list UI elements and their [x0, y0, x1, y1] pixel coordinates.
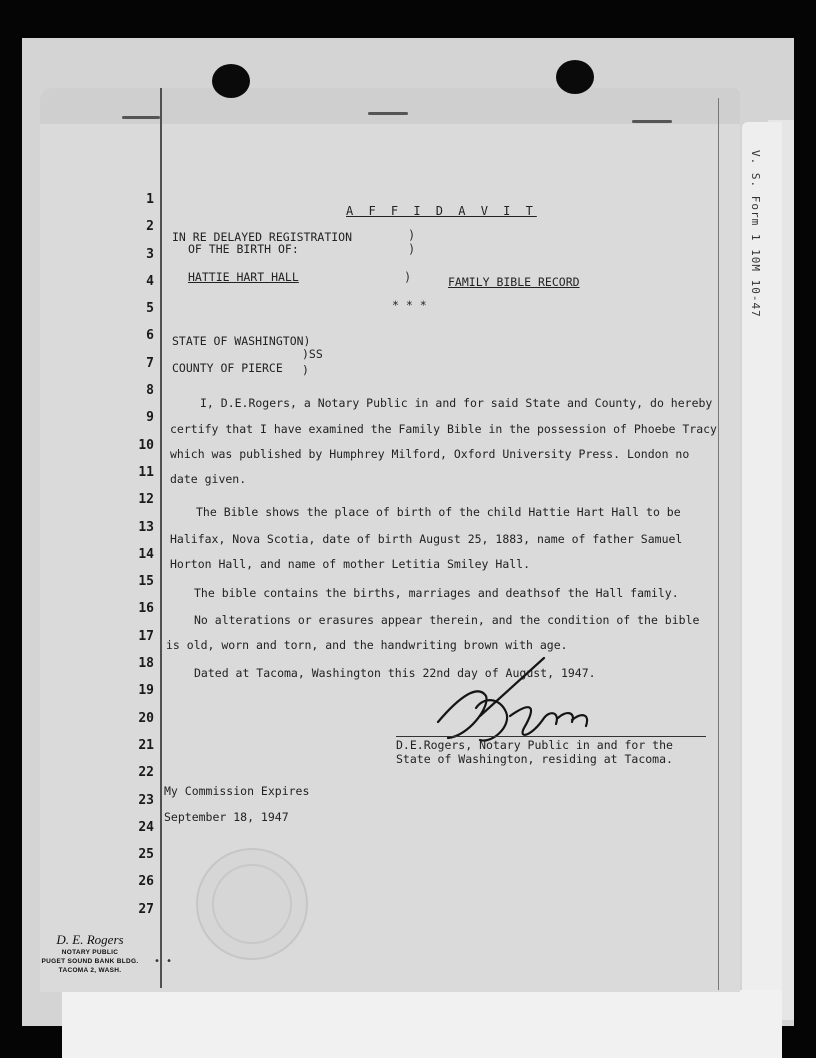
- line-number: 7: [146, 355, 154, 371]
- line-number: 21: [138, 737, 154, 753]
- body-line-15: The bible contains the births, marriages and deathsof the Hall family.: [194, 586, 679, 600]
- line-number: 11: [138, 464, 154, 480]
- binder-clip-left: [122, 116, 160, 119]
- line-number: 22: [138, 765, 154, 781]
- line-number: 13: [138, 519, 154, 535]
- line-number: 6: [146, 328, 154, 344]
- side-form-text: V. S. Form 1 10M 10-47: [749, 150, 762, 318]
- commission-label: My Commission Expires: [164, 784, 310, 798]
- line-number: 5: [146, 301, 154, 317]
- line-number: 20: [138, 710, 154, 726]
- line-number: 2: [146, 219, 154, 235]
- line-numbers: [120, 186, 154, 923]
- body-line-9: certify that I have examined the Family Bible in the possession of Phoebe Tracy: [170, 422, 717, 436]
- body-line-12: The Bible shows the place of birth of the child Hattie Hart Hall to be: [196, 505, 681, 519]
- notary-stamp: [40, 932, 140, 975]
- punch-hole-right: [556, 60, 594, 94]
- venue-ss: )SS: [302, 347, 323, 361]
- bottom-sheet: [62, 990, 782, 1058]
- subject-name: HATTIE HART HALL: [188, 270, 299, 284]
- line-number: 15: [138, 574, 154, 590]
- body-line-14: Horton Hall, and name of mother Letitia Smiley Hall.: [170, 557, 531, 571]
- binder-clip-right: [632, 120, 672, 123]
- caption-brace: ) ): [408, 228, 416, 256]
- stamp-title: NOTARY PUBLIC: [61, 949, 119, 956]
- line-number: 14: [138, 546, 154, 562]
- stamp-address: PUGET SOUND BANK BLDG.: [41, 958, 139, 965]
- line-number: 9: [146, 410, 154, 426]
- line-number: 12: [138, 492, 154, 508]
- margin-dots: • •: [154, 956, 173, 967]
- subject-brace: ): [404, 270, 412, 284]
- stamp-city: TACOMA 2, WASH.: [58, 967, 122, 974]
- line-number: 4: [146, 273, 154, 289]
- body-line-8: I, D.E.Rogers, a Notary Public in and for said State and County, do hereby: [200, 396, 713, 410]
- body-line-16: No alterations or erasures appear therein, and the condition of the bible: [194, 613, 700, 627]
- body-line-13: Halifax, Nova Scotia, date of birth August 25, 1883, name of father Samuel: [170, 532, 683, 546]
- document-title: A F F I D A V I T: [346, 204, 537, 218]
- signature-caption-1: D.E.Rogers, Notary Public in and for the: [396, 738, 673, 752]
- margin-line: [160, 88, 162, 988]
- signature-caption-2: State of Washington, residing at Tacoma.: [396, 752, 673, 766]
- stamp-name: D. E. Rogers: [56, 932, 124, 947]
- line-number: 25: [138, 847, 154, 863]
- body-line-10: which was published by Humphrey Milford, Oxford University Press. London no: [170, 447, 690, 461]
- line-number: 3: [146, 246, 154, 262]
- line-number: 16: [138, 601, 154, 617]
- line-number: 23: [138, 792, 154, 808]
- right-margin-line: [718, 98, 719, 990]
- caption-line-1: IN RE DELAYED REGISTRATION: [172, 230, 353, 244]
- separator: * * *: [392, 298, 427, 312]
- venue-county: COUNTY OF PIERCE: [172, 361, 283, 375]
- line-number: 17: [138, 628, 154, 644]
- caption-line-2: OF THE BIRTH OF:: [188, 242, 299, 256]
- body-line-18: Dated at Tacoma, Washington this 22nd day of August, 1947.: [194, 666, 596, 680]
- line-number: 26: [138, 874, 154, 890]
- body-line-17: is old, worn and torn, and the handwriting brown with age.: [166, 638, 568, 652]
- binder-clip-center: [368, 112, 408, 115]
- line-number: 10: [138, 437, 154, 453]
- right-sheet: [742, 122, 782, 1014]
- line-number: 18: [138, 656, 154, 672]
- line-number: 19: [138, 683, 154, 699]
- line-number: 8: [146, 383, 154, 399]
- venue-state: STATE OF WASHINGTON): [172, 334, 311, 348]
- commission-date: September 18, 1947: [164, 810, 289, 824]
- punch-hole-left: [212, 64, 250, 98]
- record-type: FAMILY BIBLE RECORD: [448, 275, 580, 289]
- line-number: 1: [146, 192, 154, 207]
- notary-embossed-seal: [196, 848, 308, 960]
- line-number: 27: [138, 901, 154, 917]
- signature-line: [396, 736, 706, 737]
- venue-county-paren: ): [302, 363, 309, 377]
- body-line-11: date given.: [170, 472, 247, 486]
- line-number: 24: [138, 819, 154, 835]
